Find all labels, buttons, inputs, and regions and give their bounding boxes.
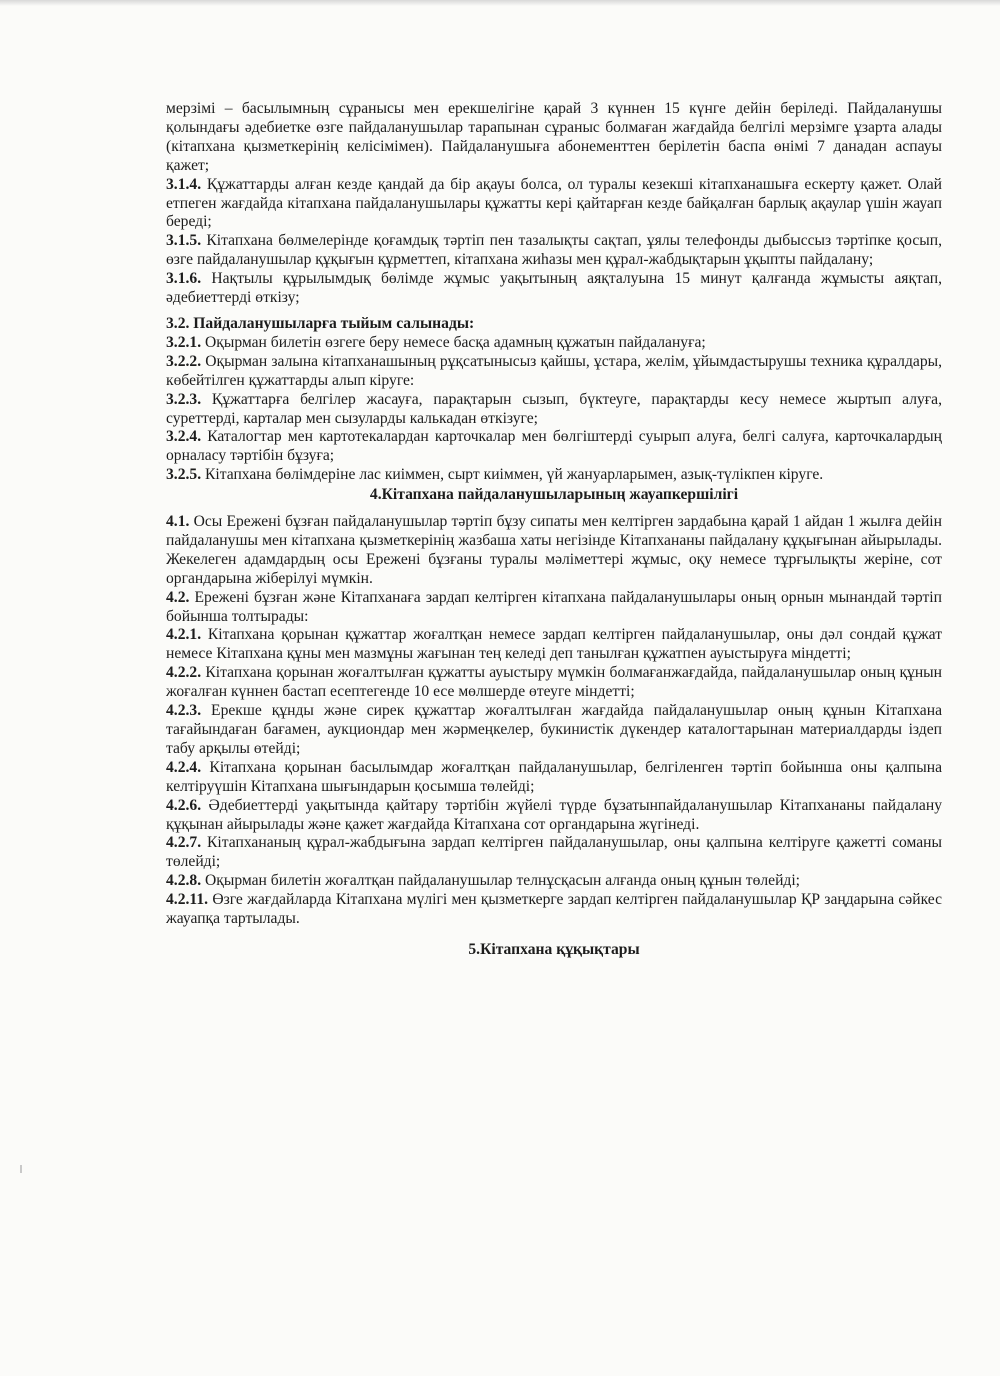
paragraph-text: Ерекше құнды және сирек құжаттар жоғалтылған жағдайда пайдаланушылар оның құнын Кітапхана тағайындаған бағамен, аукциондар мен жәрмеңкелер, букинистік дүкендер каталогтарынан материалдарды іздеп табу арқылы өтейді; bbox=[166, 702, 942, 757]
paragraph-number: 4.1. bbox=[166, 513, 190, 531]
paragraph bbox=[166, 176, 942, 233]
section-32-list bbox=[166, 334, 942, 485]
paragraph-text: Осы Ережені бұзған пайдаланушылар тәртіп бұзу сипаты мен келтірген зардабына қарай 1 айдан 1 жылға дейін пайдаланушы мен кітапхана қызметкерінің жазбаша хаты негізінде Кітапхананы пайдалану құқығынан айырылады. Жекелеген адамдардың осы Ережені бұзғаны туралы мәліметтері жұмыс, оқу немесе тұрғылықты жеріне, сот органдарына жіберілуі мүмкін. bbox=[166, 513, 942, 587]
chapter-5-title: 5.Кітапхана құқықтары bbox=[468, 940, 640, 958]
paragraph-number: 4.2. bbox=[166, 588, 190, 606]
paragraph-text: Кітапхананың құрал-жабдығына зардап келтірген пайдаланушылар, оны қалпына келтіруге қажетті соманы төлейді; bbox=[166, 834, 942, 871]
paragraph-text: Кітапхана бөлмелерінде қоғамдық тәртіп пен тазалықты сақтап, ұялы телефонды дыбыссыз тәртіпке қосып, өзге пайдаланушылар құқығын құрметтеп, кітапхана жиһазы мен құрал-жабдықтарын ұқыпты пайдалану; bbox=[166, 232, 943, 269]
paragraph bbox=[166, 797, 942, 835]
paragraph-text: Оқырман залына кітапханашының рұқсатынысыз қайшы, ұстара, желім, ұйымдастырушы техника құралдары, көбейтілген құжаттарды алып кіруге: bbox=[166, 352, 942, 389]
paragraph-number: 4.2.4. bbox=[166, 758, 202, 776]
paragraph bbox=[166, 589, 942, 627]
paragraph-text: Нақтылы құрылымдық бөлімде жұмыс уақытының аяқталуына 15 минут қалғанда жұмысты аяқтап, әдебиеттерді өткізу; bbox=[166, 270, 942, 307]
paragraph bbox=[166, 353, 942, 391]
chapter-4-title: 4.Кітапхана пайдаланушыларының жауапкершілігі bbox=[369, 486, 739, 504]
intro-section bbox=[166, 100, 942, 308]
paragraph-number: 3.1.6. bbox=[166, 270, 202, 288]
paragraph-text: Ережені бұзған және Кітапханаға зардап келтірген кітапхана пайдаланушылары оның орнын мынандай тәртіп бойынша толтырады: bbox=[166, 588, 942, 625]
paragraph-number: 3.2.5. bbox=[166, 466, 202, 484]
paragraph-number: 3.2.2. bbox=[166, 352, 202, 370]
paragraph-text: Кітапхана қорынан басылымдар жоғалтқан пайдаланушылар, белгіленген тәртіп бойынша оны қалпына келтіруүшін Кітапхана шығындарын қосымша төлейді; bbox=[166, 758, 942, 795]
paragraph bbox=[166, 334, 942, 353]
paragraph-number: 3.2.4. bbox=[166, 428, 202, 446]
paragraph-number: 3.1.5. bbox=[166, 232, 202, 250]
paragraph bbox=[166, 834, 942, 872]
paragraph-text: Құжаттарды алған кезде қандай да бір ақауы болса, ол туралы кезекші кітапханашыға ескерту қажет. Олай етпеген жағдайда кітапхана пайдаланушылары құжатты кері қайтарған кезде байқалған барлық ақаулар үшін жауап береді; bbox=[166, 175, 942, 231]
paragraph-text: Кітапхана бөлімдеріне лас киіммен, сырт киіммен, үй жануарларымен, азық-түлікпен кіруге. bbox=[205, 466, 824, 484]
paragraph-number: 4.2.8. bbox=[166, 872, 202, 890]
paragraph bbox=[166, 100, 942, 176]
paragraph-number: 4.2.6. bbox=[166, 796, 202, 814]
paragraph-number: 3.2.3. bbox=[166, 390, 202, 408]
chapter-4-list bbox=[166, 513, 942, 929]
paragraph-number: 4.2.3. bbox=[166, 702, 202, 720]
section-32-title: 3.2. Пайдаланушыларға тыйым салынады: bbox=[166, 314, 475, 332]
paragraph-text: Каталогтар мен картотекалардан карточкалар мен бөлгіштерді суырып алуға, белгі салуға, карточкалардың орналасу тәртібін бұзуға; bbox=[166, 428, 942, 465]
paragraph-number: 4.2.11. bbox=[166, 891, 209, 909]
paragraph bbox=[166, 664, 942, 702]
paragraph bbox=[166, 232, 942, 270]
paragraph-text: Оқырман билетін жоғалтқан пайдаланушылар телнұсқасын алғанда оның құнын төлейді; bbox=[205, 872, 801, 890]
paragraph bbox=[166, 702, 942, 759]
paragraph-text: Өзге жағдайларда Кітапхана мүлігі мен қызметкерге зардап келтірген пайдаланушылар ҚР заңдарына сәйкес жауапқа тартылады. bbox=[166, 891, 942, 928]
paragraph-text: мерзімі – басылымның сұранысы мен ерекшелігіне қарай 3 күннен 15 күнге дейін беріледі. Пайдаланушы қолындағы әдебиетке өзге пайдаланушылар тарапынан сұраныс болмаған жағдайда белгілі мерзімге ұзарта алады (кітапхана қызметкерінің келісімімен). Пайдаланушыға абонементтен берілетін баспа өнімі 7 данадан аспауы қажет; bbox=[166, 100, 942, 174]
paragraph bbox=[166, 891, 942, 929]
paragraph bbox=[166, 513, 942, 589]
paragraph bbox=[166, 759, 942, 797]
paragraph-number: 3.1.4. bbox=[166, 175, 202, 193]
paragraph bbox=[166, 626, 942, 664]
paragraph bbox=[166, 391, 942, 429]
paragraph-text: Кітапхана қорынан жоғалтылған құжатты ауыстыру мүмкін болмағанжағдайда, пайдаланушылар оның құнын жоғалған күннен бастап есептегенде 10 есе мөлшерде өтеуге міндетті; bbox=[166, 664, 942, 701]
paragraph-text: Әдебиеттерді уақытында қайтару тәртібін жүйелі түрде бұзатынпайдаланушылар Кітапхананы пайдалану құқынан айырылады және қажет жағдайда Кітапхана сот органдарына жүгінеді. bbox=[166, 796, 942, 833]
paragraph bbox=[166, 466, 942, 485]
paragraph bbox=[166, 428, 942, 466]
paragraph-number: 3.2.1. bbox=[166, 333, 202, 351]
paragraph-text: Оқырман билетін өзгеге беру немесе басқа адамның құжатын пайдалануға; bbox=[205, 333, 706, 351]
paragraph-text: Құжаттарға белгілер жасауға, парақтарын сызып, бүктеуге, парақтарды кесу немесе жыртып алуға, суреттерді, карталар мен сызуларды калькадан өткізуге; bbox=[166, 390, 942, 427]
paragraph bbox=[166, 872, 942, 891]
paragraph-number: 4.2.2. bbox=[166, 664, 202, 682]
paragraph-text: Кітапхана қорынан құжаттар жоғалтқан немесе зардап келтірген пайдаланушылар, оны дәл сондай құжат немесе Кітапхана құны мен мазмұны жағынан тең келеді деп танылған құжатпен ауыстыруға міндетті; bbox=[166, 626, 943, 663]
paragraph-number: 4.2.1. bbox=[166, 626, 202, 644]
paragraph-number: 4.2.7. bbox=[166, 834, 202, 852]
paragraph bbox=[166, 270, 942, 308]
